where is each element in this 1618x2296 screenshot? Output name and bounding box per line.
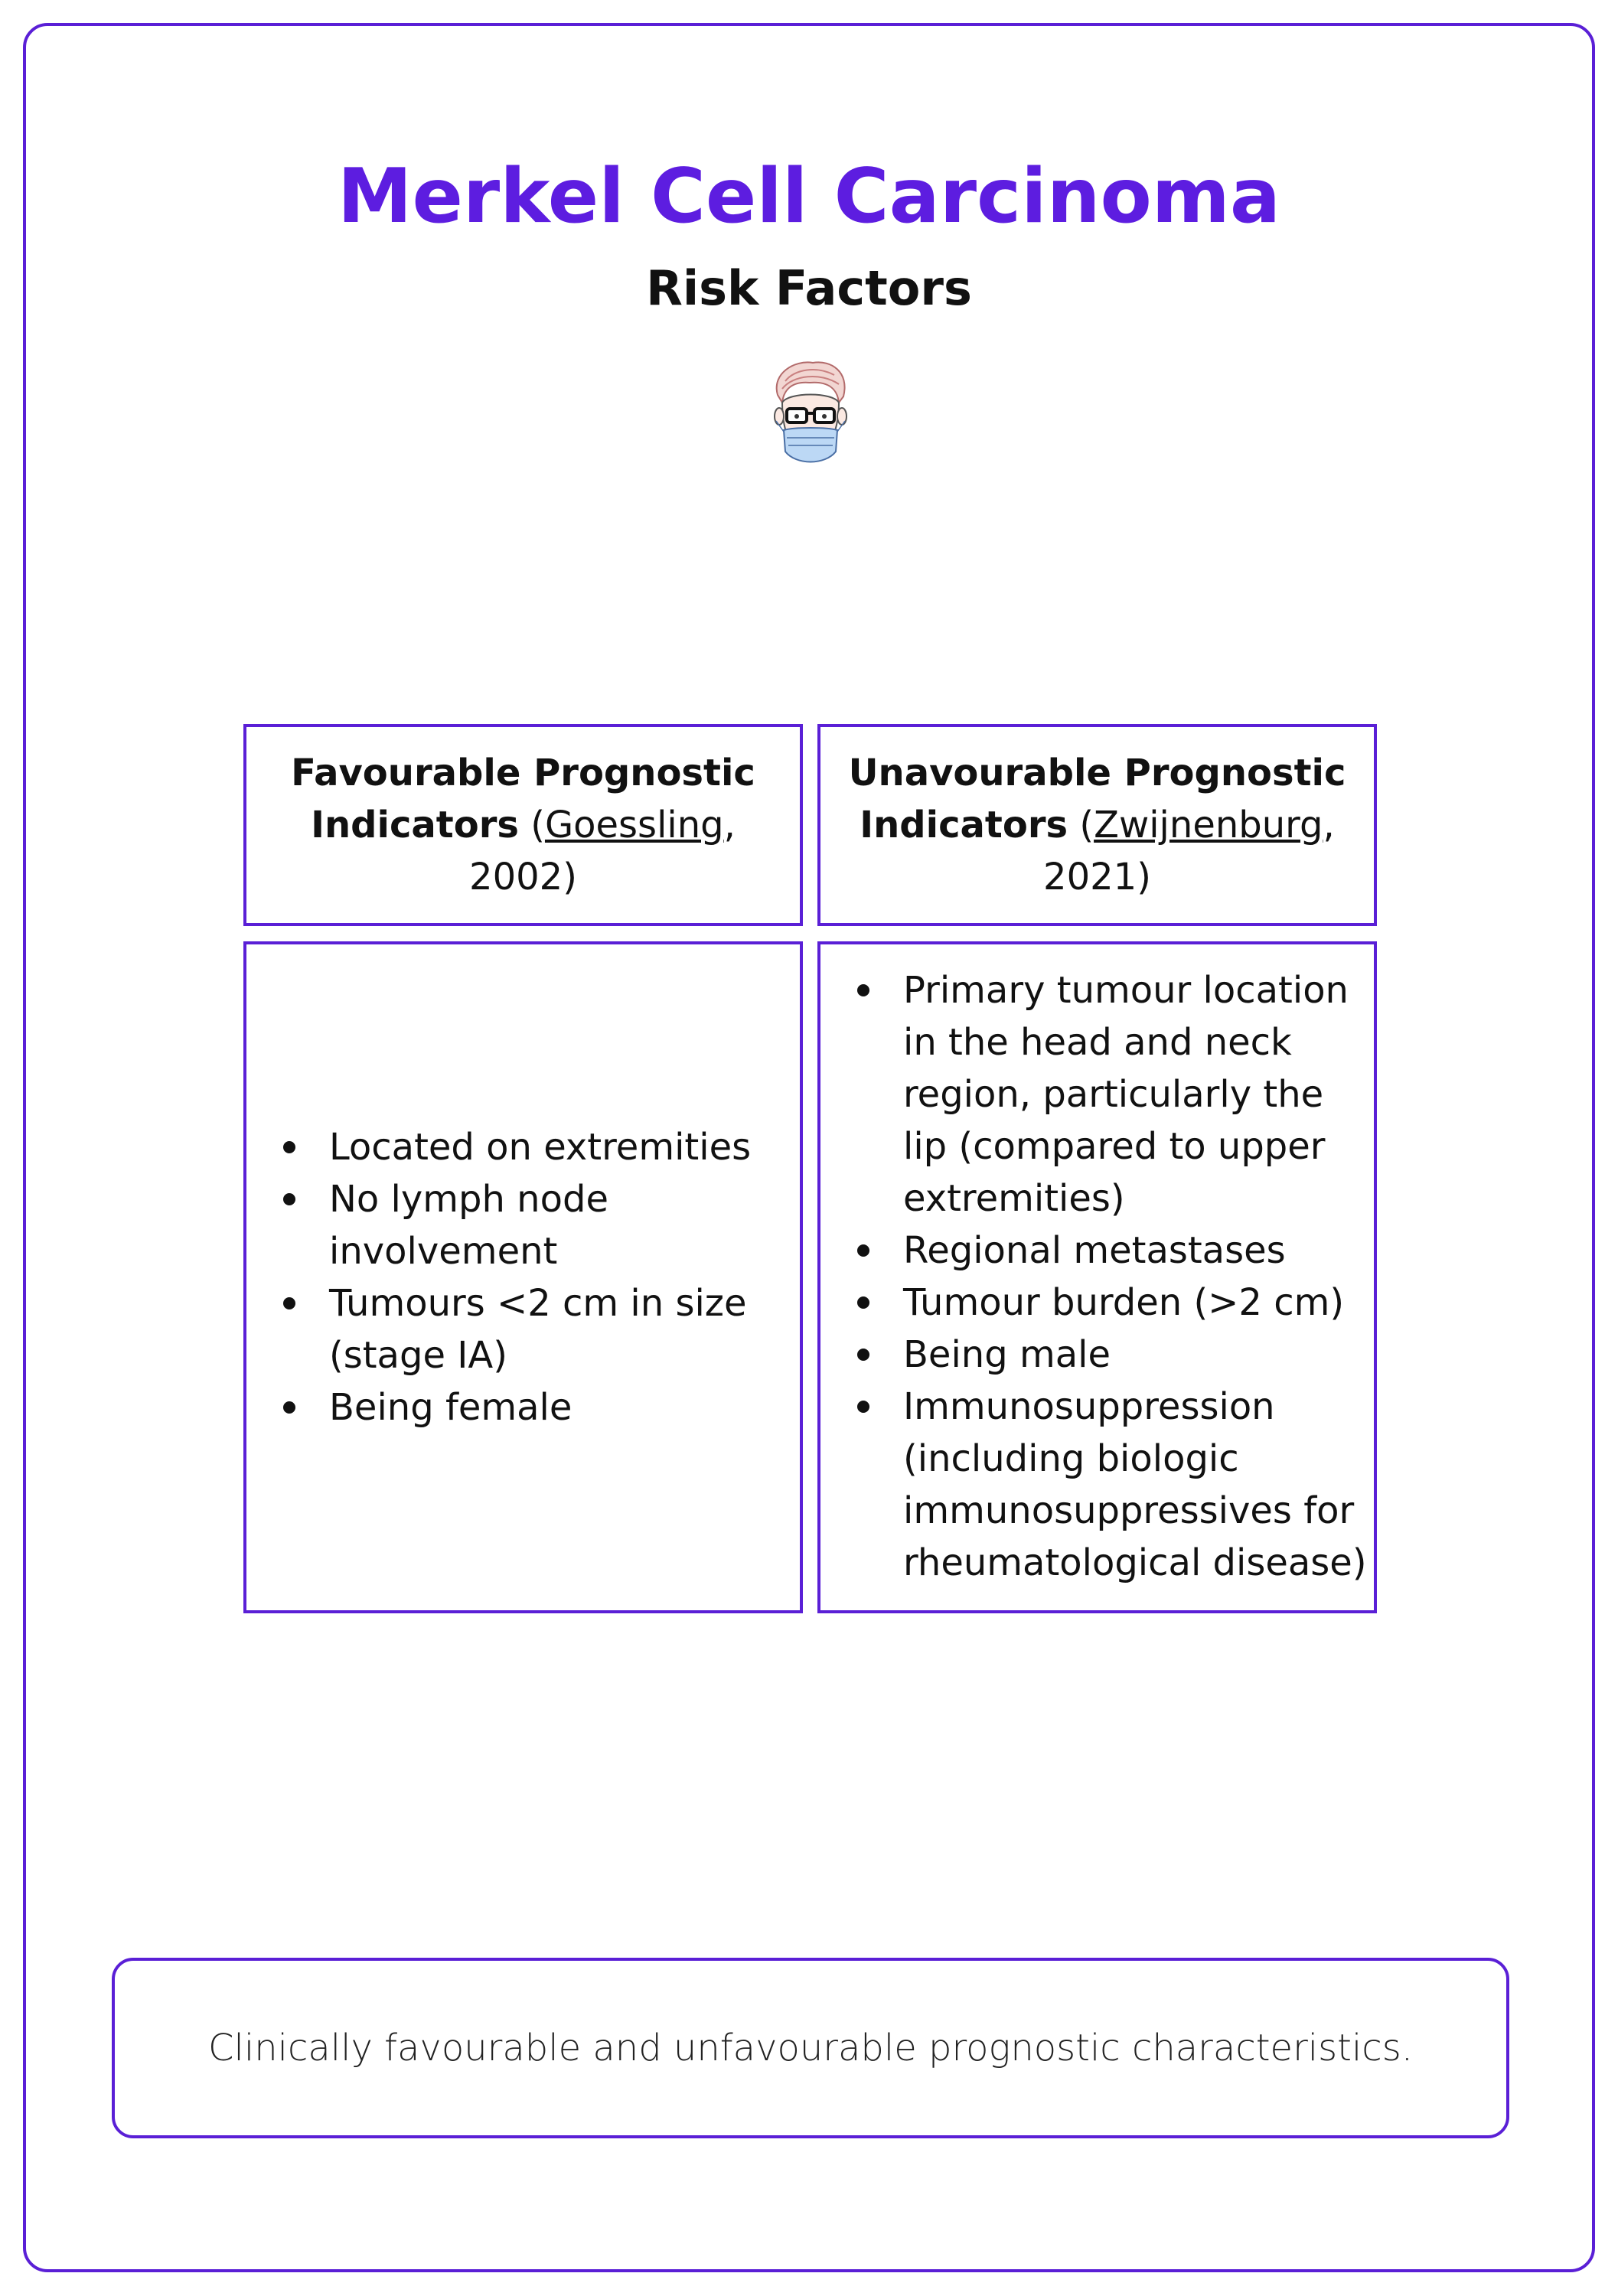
list-item: Being female [246,1381,800,1433]
doctor-avatar-icon [764,358,856,473]
unfavourable-citation-link[interactable]: Zwijnenburg [1094,804,1323,846]
unfavourable-heading-title: Unavourable Prognostic Indicators [848,752,1346,846]
list-item: Tumours <2 cm in size (stage IA) [246,1277,800,1381]
unfavourable-list-box [817,941,1377,1613]
page-title: Merkel Cell Carcinoma [337,153,1281,240]
list-item: Regional metastases [820,1225,1374,1277]
favourable-citation-year: , 2002) [469,804,736,899]
list-item: No lymph node involvement [246,1173,800,1277]
unfavourable-heading-box [817,724,1377,926]
favourable-citation-link[interactable]: Goessling [544,804,724,846]
page-subtitle: Risk Factors [646,260,972,316]
favourable-list [246,1121,800,1433]
favourable-open-paren: ( [530,804,545,846]
favourable-heading-title: Favourable Prognostic Indicators [291,752,755,846]
list-item: Being male [820,1329,1374,1381]
list-item: Immunosuppression (including biologic immunosuppressives for rheumatological disease) [820,1381,1374,1589]
favourable-list-box [243,941,803,1613]
list-item: Tumour burden (>2 cm) [820,1277,1374,1329]
figure-caption: Clinically favourable and unfavourable prognostic characteristics. [112,1958,1509,2138]
favourable-heading [265,747,781,903]
unfavourable-heading [839,747,1355,903]
unfavourable-citation-year: , 2021) [1043,804,1335,899]
unfavourable-open-paren: ( [1079,804,1094,846]
list-item: Primary tumour location in the head and neck region, particularly the lip (compared to upper extremities) [820,964,1374,1225]
unfavourable-list [820,964,1374,1589]
favourable-heading-box [243,724,803,926]
list-item: Located on extremities [246,1121,800,1173]
